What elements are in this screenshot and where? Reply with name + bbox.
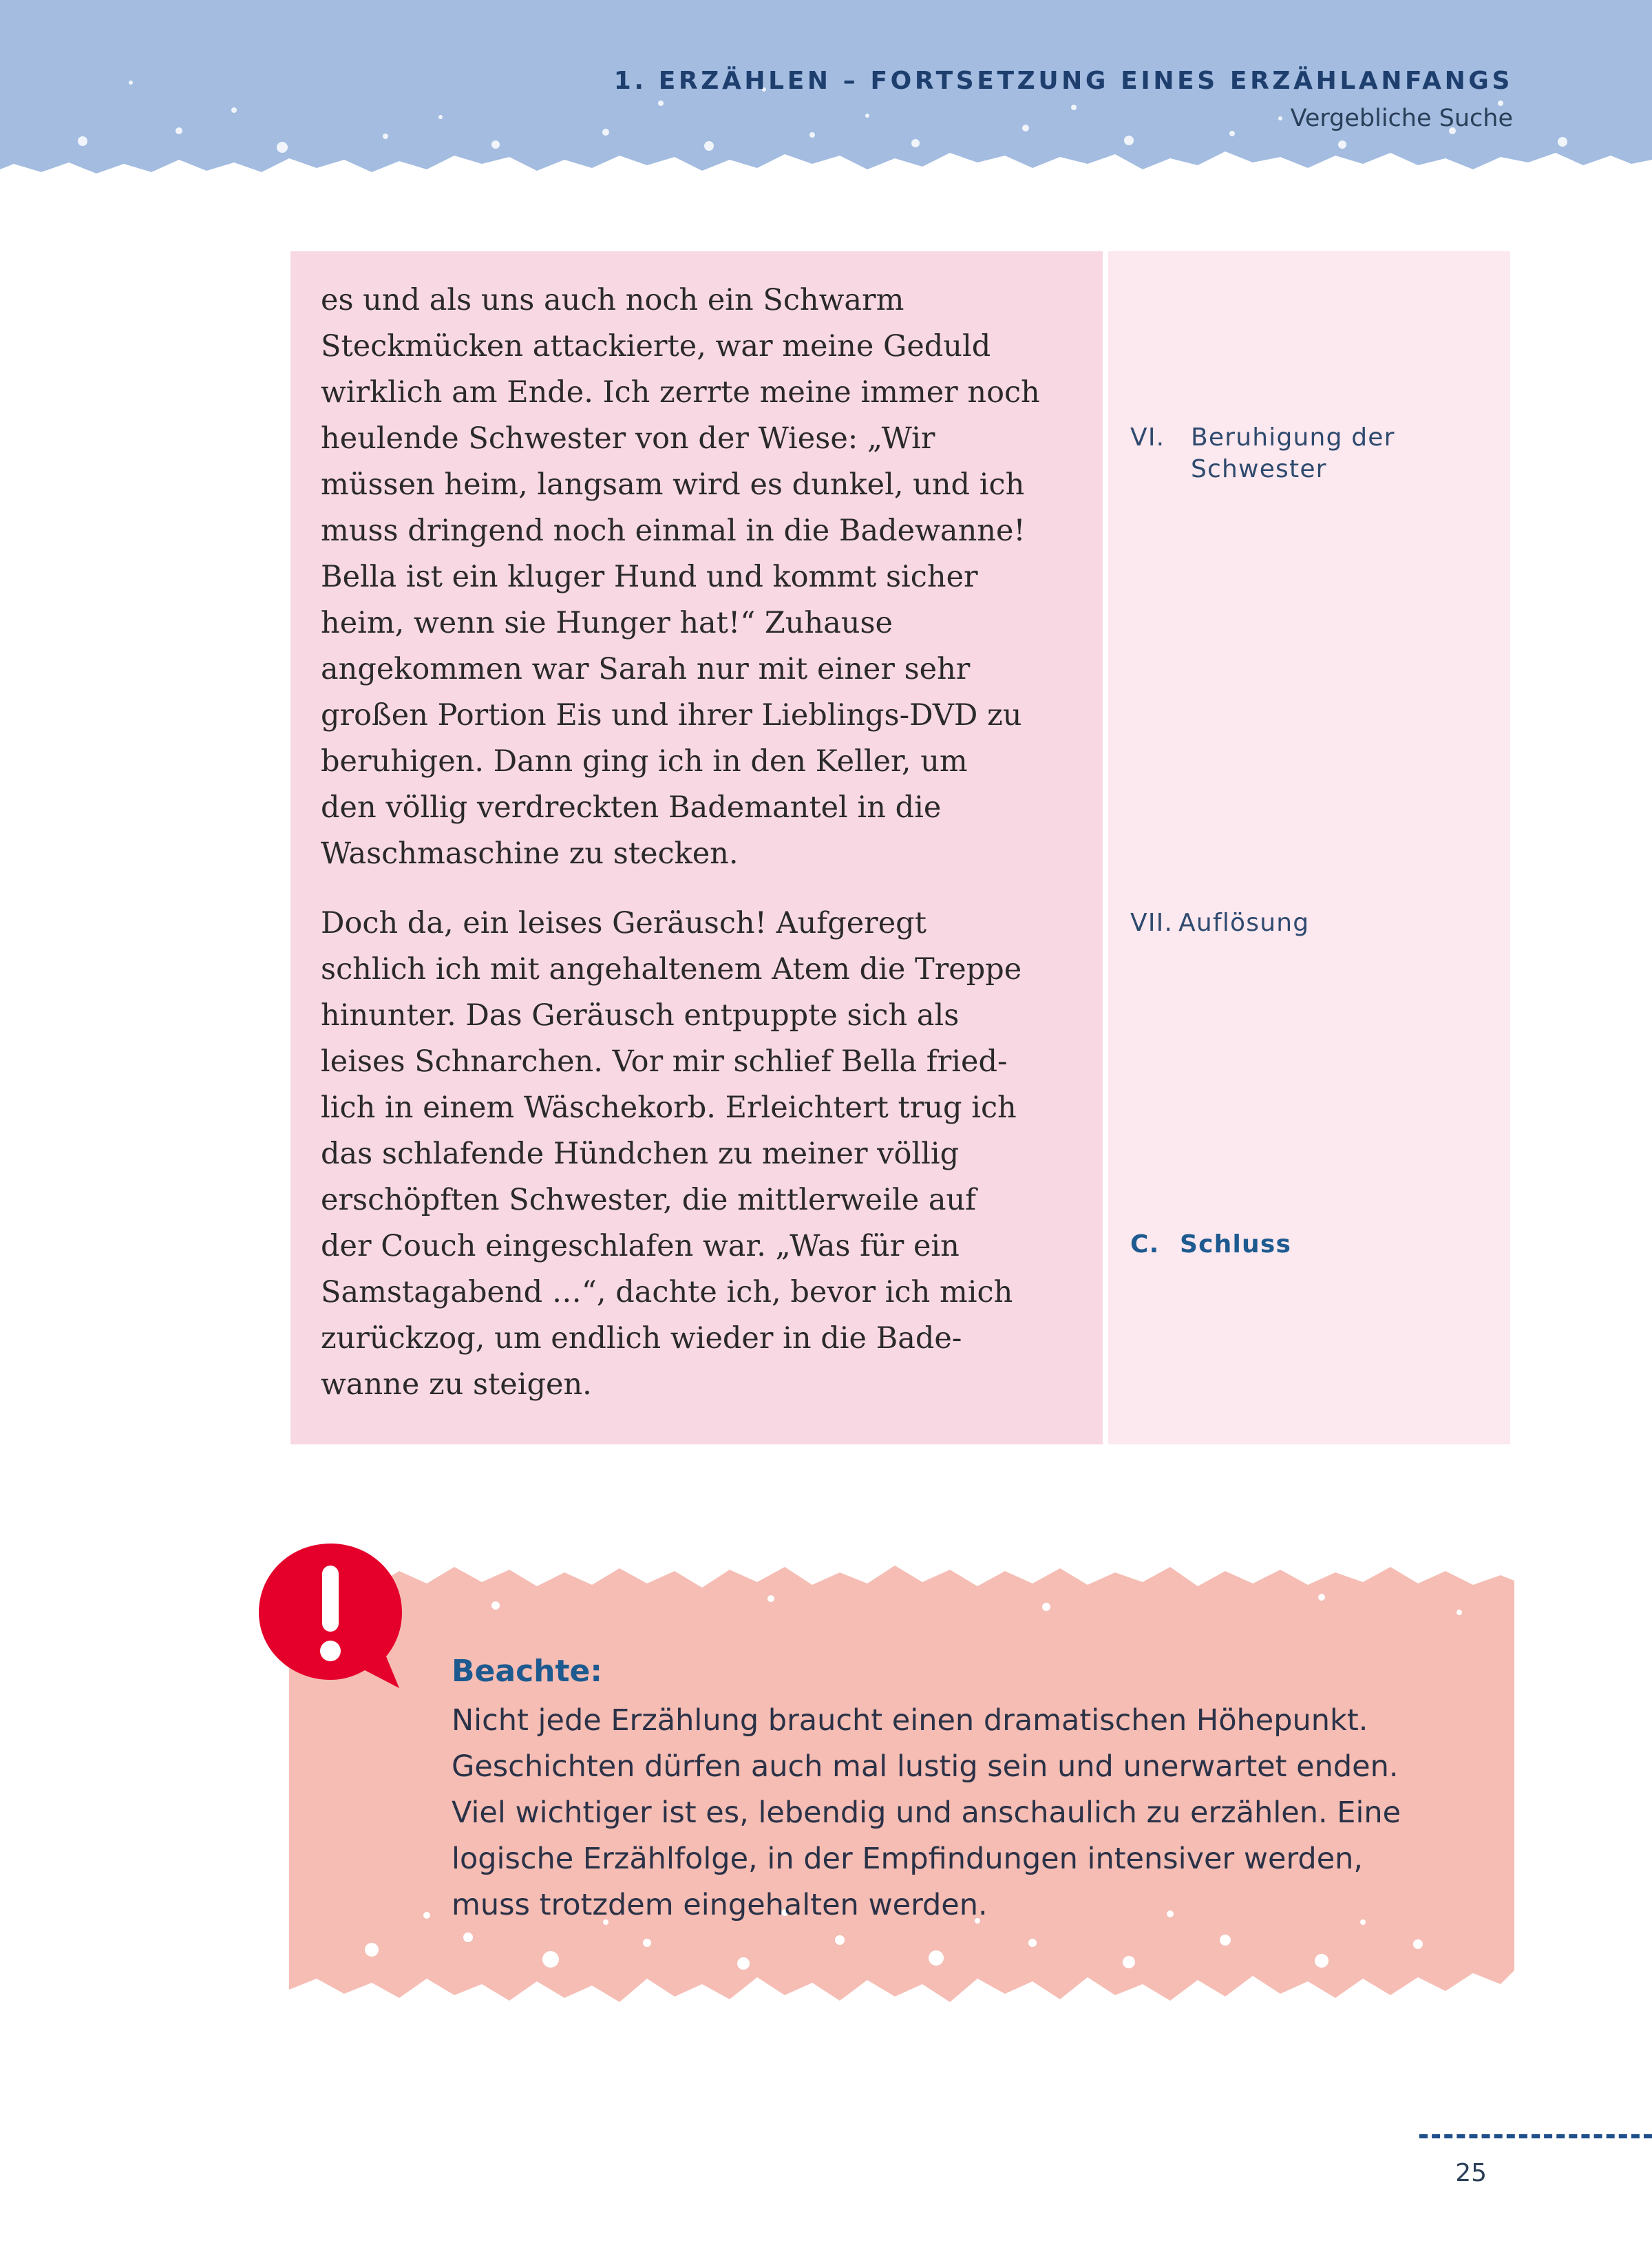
note-body: Nicht jede Erzählung braucht einen dramatischen Höhepunkt. Geschichten dürfen auch mal lustig sein und unerwartet enden. Viel wichtiger ist es, lebendig und anschaulich zu erzählen. Eine logische Erzählfolge, in der Empfindungen intensiver werden, muss trotzdem eingehalten werden.: [452, 1703, 1401, 1922]
margin-note-text: Beruhigung der Schwester: [1191, 423, 1395, 483]
margin-note-number: C.: [1130, 1230, 1160, 1259]
page-number: 25: [1455, 2159, 1487, 2187]
page-number-rule: [1419, 2134, 1652, 2138]
margin-note-aufloesung: [1130, 907, 1309, 939]
note-heading: Beachte:: [452, 1654, 602, 1689]
margin-note-beruhigung: [1130, 422, 1480, 485]
margin-note-text: Auflösung: [1178, 909, 1310, 937]
margin-note-number: VII.: [1130, 909, 1174, 937]
story-table: [290, 251, 1510, 1444]
header-band: [0, 0, 1652, 200]
exclamation-speech-bubble-icon: [255, 1541, 407, 1700]
section-subtitle: Vergebliche Suche: [1290, 105, 1513, 132]
margin-notes-column: [1108, 251, 1510, 1444]
margin-note-text: Schluss: [1180, 1230, 1292, 1259]
margin-note-schluss: [1130, 1229, 1291, 1261]
chapter-title: 1. ERZÄHLEN – FORTSETZUNG EINES ERZÄHLANFANGS: [613, 67, 1513, 95]
margin-note-number: VI.: [1130, 423, 1165, 452]
story-text-column: [290, 251, 1103, 1444]
story-paragraph: Doch da, ein leises Geräusch! Aufgeregt schlich ich mit angehaltenem Atem die Treppe hinunter. Das Geräusch entpuppte sich als leises Schnarchen. Vor mir schlief Bella fried- lich in einem Wäschekorb. Erleichtert trug ich das schlafende Hündchen zu meiner völlig erschöpften Schwester, die mittlerweile auf der Couch eingeschlafen war. „Was für ein Samstagabend …“, dachte ich, bevor ich mich zurückzog, um endlich wieder in die Bade- wanne zu steigen.: [321, 906, 1022, 1402]
story-paragraph: es und als uns auch noch ein Schwarm Steckmücken attackierte, war meine Geduld wirklich am Ende. Ich zerrte meine immer noch heulende Schwester von der Wiese: „Wir müssen heim, langsam wird es dunkel, und ich muss dringend noch einmal in die Badewanne! Bella ist ein kluger Hund und kommt sicher heim, wenn sie Hunger hat!“ Zuhause angekommen war Sarah nur mit einer sehr großen Portion Eis und ihrer Lieblings-DVD zu beruhigen. Dann ging ich in den Keller, um den völlig verdreckten Bademantel in die Waschmaschine zu stecken.: [321, 283, 1040, 871]
